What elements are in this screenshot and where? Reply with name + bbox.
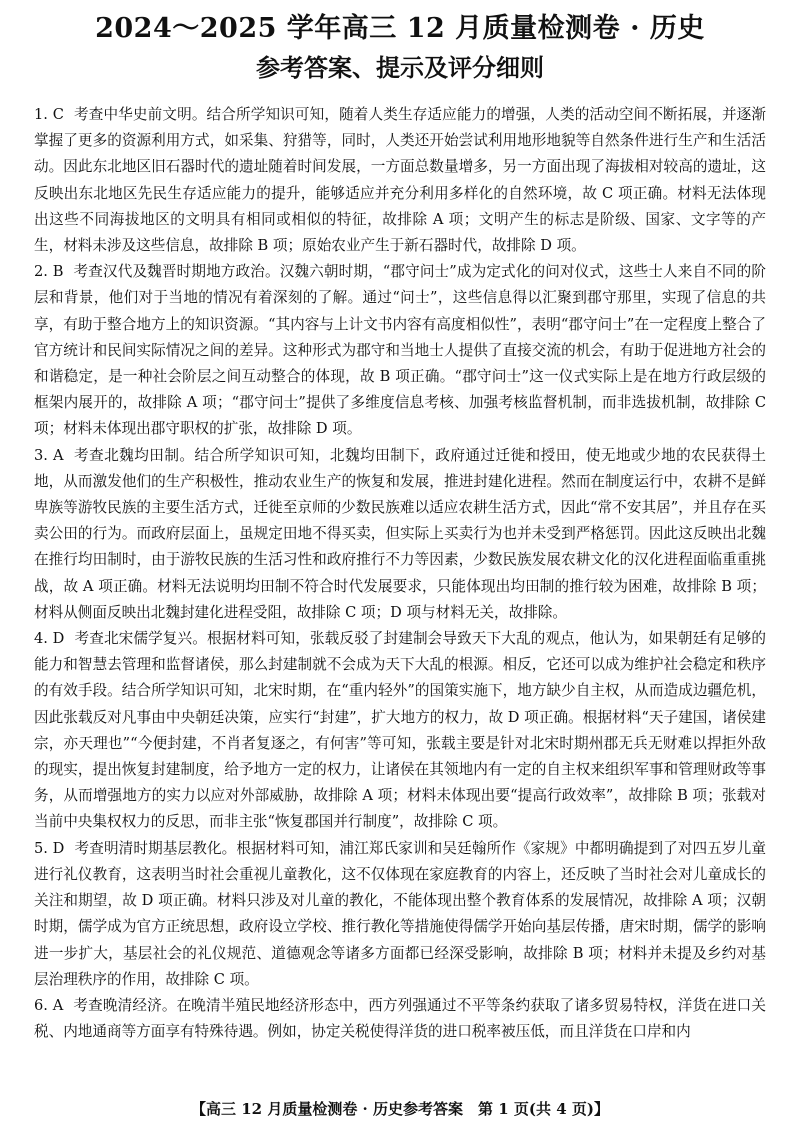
answer-explanation: 考查中华史前文明。结合所学知识可知，随着人类生存适应能力的增强，人类的活动空间不断拓展，并逐渐掌握了更多的资源利用方式，如采集、狩猎等，同时，人类还开始尝试利用地形地貌等自然条件进行生产和生活活动。因此东北地区旧石器时代的遗址随着时间发展，一方面总数量增多，另一方面出现了海拔相对较高的遗址，这反映出东北地区先民生存适应能力的提升，能够适应并充分利用多样化的自然环境，故 C 项正确。材料无法体现出这些不同海拔地区的文明具有相同或相似的特征，故排除 A 项；文明产生的标志是阶级、国家、文字等的产生，材料未涉及这些信息，故排除 B 项；原始农业产生于新石器时代，故排除 D 项。 <box>34 106 766 255</box>
answer-item-6 <box>34 993 766 1045</box>
page-title: 2024～2025 学年高三 12 月质量检测卷 · 历史 <box>95 13 705 44</box>
answer-explanation: 考查晚清经济。在晚清半殖民地经济形态中，西方列强通过不平等条约获取了诸多贸易特权，洋货在进口关税、内地通商等方面享有特殊待遇。例如，协定关税使得洋货的进口税率被压低，而且洋货在口岸和内 <box>34 996 766 1041</box>
answer-label: 5. D <box>34 839 65 857</box>
answer-label: 3. A <box>34 446 64 464</box>
answer-label: 2. B <box>34 263 64 281</box>
page-subtitle: 参考答案、提示及评分细则 <box>256 53 544 82</box>
answer-explanation: 考查汉代及魏晋时期地方政治。汉魏六朝时期，“郡守问士”成为定式化的问对仪式，这些士人来自不同的阶层和背景，他们对于当地的情况有着深刻的了解。通过“问士”，这些信息得以汇聚到郡守那里，实现了信息的共享，有助于整合地方上的知识资源。“其内容与上计文书内容有高度相似性”，表明“郡守问士”在一定程度上整合了官方统计和民间实际情况之间的差异。这种形式为郡守和当地士人提供了直接交流的机会，有助于促进地方社会的和谐稳定，是一种社会阶层之间互动整合的体现，故 B 项正确。“郡守问士”这一仪式实际上是在地方行政层级的框架内展开的，故排除 A 项；“郡守问士”提供了多维度信息考核、加强考核监督机制，而非选拔机制，故排除 C 项；材料未体现出郡守职权的扩张，故排除 D 项。 <box>34 263 766 438</box>
answer-item-2 <box>34 259 766 442</box>
answer-list <box>34 102 766 1045</box>
answer-label: 4. D <box>34 630 65 648</box>
answer-explanation: 考查北魏均田制。结合所学知识可知，北魏均田制下，政府通过迁徙和授田，使无地或少地的农民获得土地，从而激发他们的生产积极性，推动农业生产的恢复和发展，推进封建化进程。然而在制度运行中，农耕不是鲜卑族等游牧民族的主要生活方式，迁徙至京师的少数民族难以适应农耕生活方式，因此“常不安其居”，并且存在买卖公田的行为。而政府层面上，虽规定田地不得买卖，但实际上买卖行为也并未受到严格惩罚。因此这反映出北魏在推行均田制时，由于游牧民族的生活习性和政府推行不力等因素，少数民族发展农耕文化的汉化进程面临重重挑战，故 A 项正确。材料无法说明均田制不符合时代发展要求，只能体现出均田制的推行较为困难，故排除 B 项；材料从侧面反映出北魏封建化进程受阻，故排除 C 项；D 项与材料无关，故排除。 <box>34 446 766 621</box>
answer-item-1 <box>34 102 766 259</box>
answer-label: 1. C <box>34 106 64 123</box>
answer-explanation: 考查明清时期基层教化。根据材料可知，浦江郑氏家训和吴廷翰所作《家规》中都明确提到了对四五岁儿童进行礼仪教育，这表明当时社会重视儿童教化，这不仅体现在家庭教育的内容上，还反映了当时社会对儿童成长的关注和期望，故 D 项正确。材料只涉及对儿童的教化，不能体现出整个教育体系的发展情况，故排除 A 项；汉朝时期，儒学成为官方正统思想，政府设立学校、推行教化等措施使得儒学开始向基层传播，唐宋时期，儒学的影响进一步扩大，基层社会的礼仪规范、道德观念等诸多方面都已经深受影响，故排除 B 项；材料并未提及乡约对基层治理秩序的作用，故排除 C 项。 <box>34 839 766 988</box>
answer-label: 6. A <box>34 996 64 1014</box>
answer-item-4 <box>34 626 766 836</box>
answer-item-3 <box>34 443 766 626</box>
answer-explanation: 考查北宋儒学复兴。根据材料可知，张载反驳了封建制会导致天下大乱的观点，他认为，如果朝廷有足够的能力和智慧去管理和监督诸侯，那么封建制就不会成为天下大乱的根源。相反，它还可以成为维护社会稳定和秩序的有效手段。结合所学知识可知，北宋时期，在“重内轻外”的国策实施下，地方缺少自主权，从而造成边疆危机，因此张载反对凡事由中央朝廷决策，应实行“封建”，扩大地方的权力，故 D 项正确。根据材料“天子建国，诸侯建宗，亦天理也”“今便封建，不肖者复逐之，有何害”等可知，张载主要是针对北宋时期州郡无兵无财难以捍拒外敌的现实，提出恢复封建制度，给予地方一定的权力，让诸侯在其领地内有一定的自主权来组织军事和管理财政等事务，从而增强地方的实力以应对外部威胁，故排除 A 项；材料未体现出要“提高行政效率”，故排除 B 项；张载对当前中央集权权力的反思，而非主张“恢复郡国并行制度”，故排除 C 项。 <box>34 630 766 831</box>
page-footer: 【高三 12 月质量检测卷 · 历史参考答案 第 1 页(共 4 页)】 <box>191 1100 609 1118</box>
answer-item-5 <box>34 836 766 993</box>
